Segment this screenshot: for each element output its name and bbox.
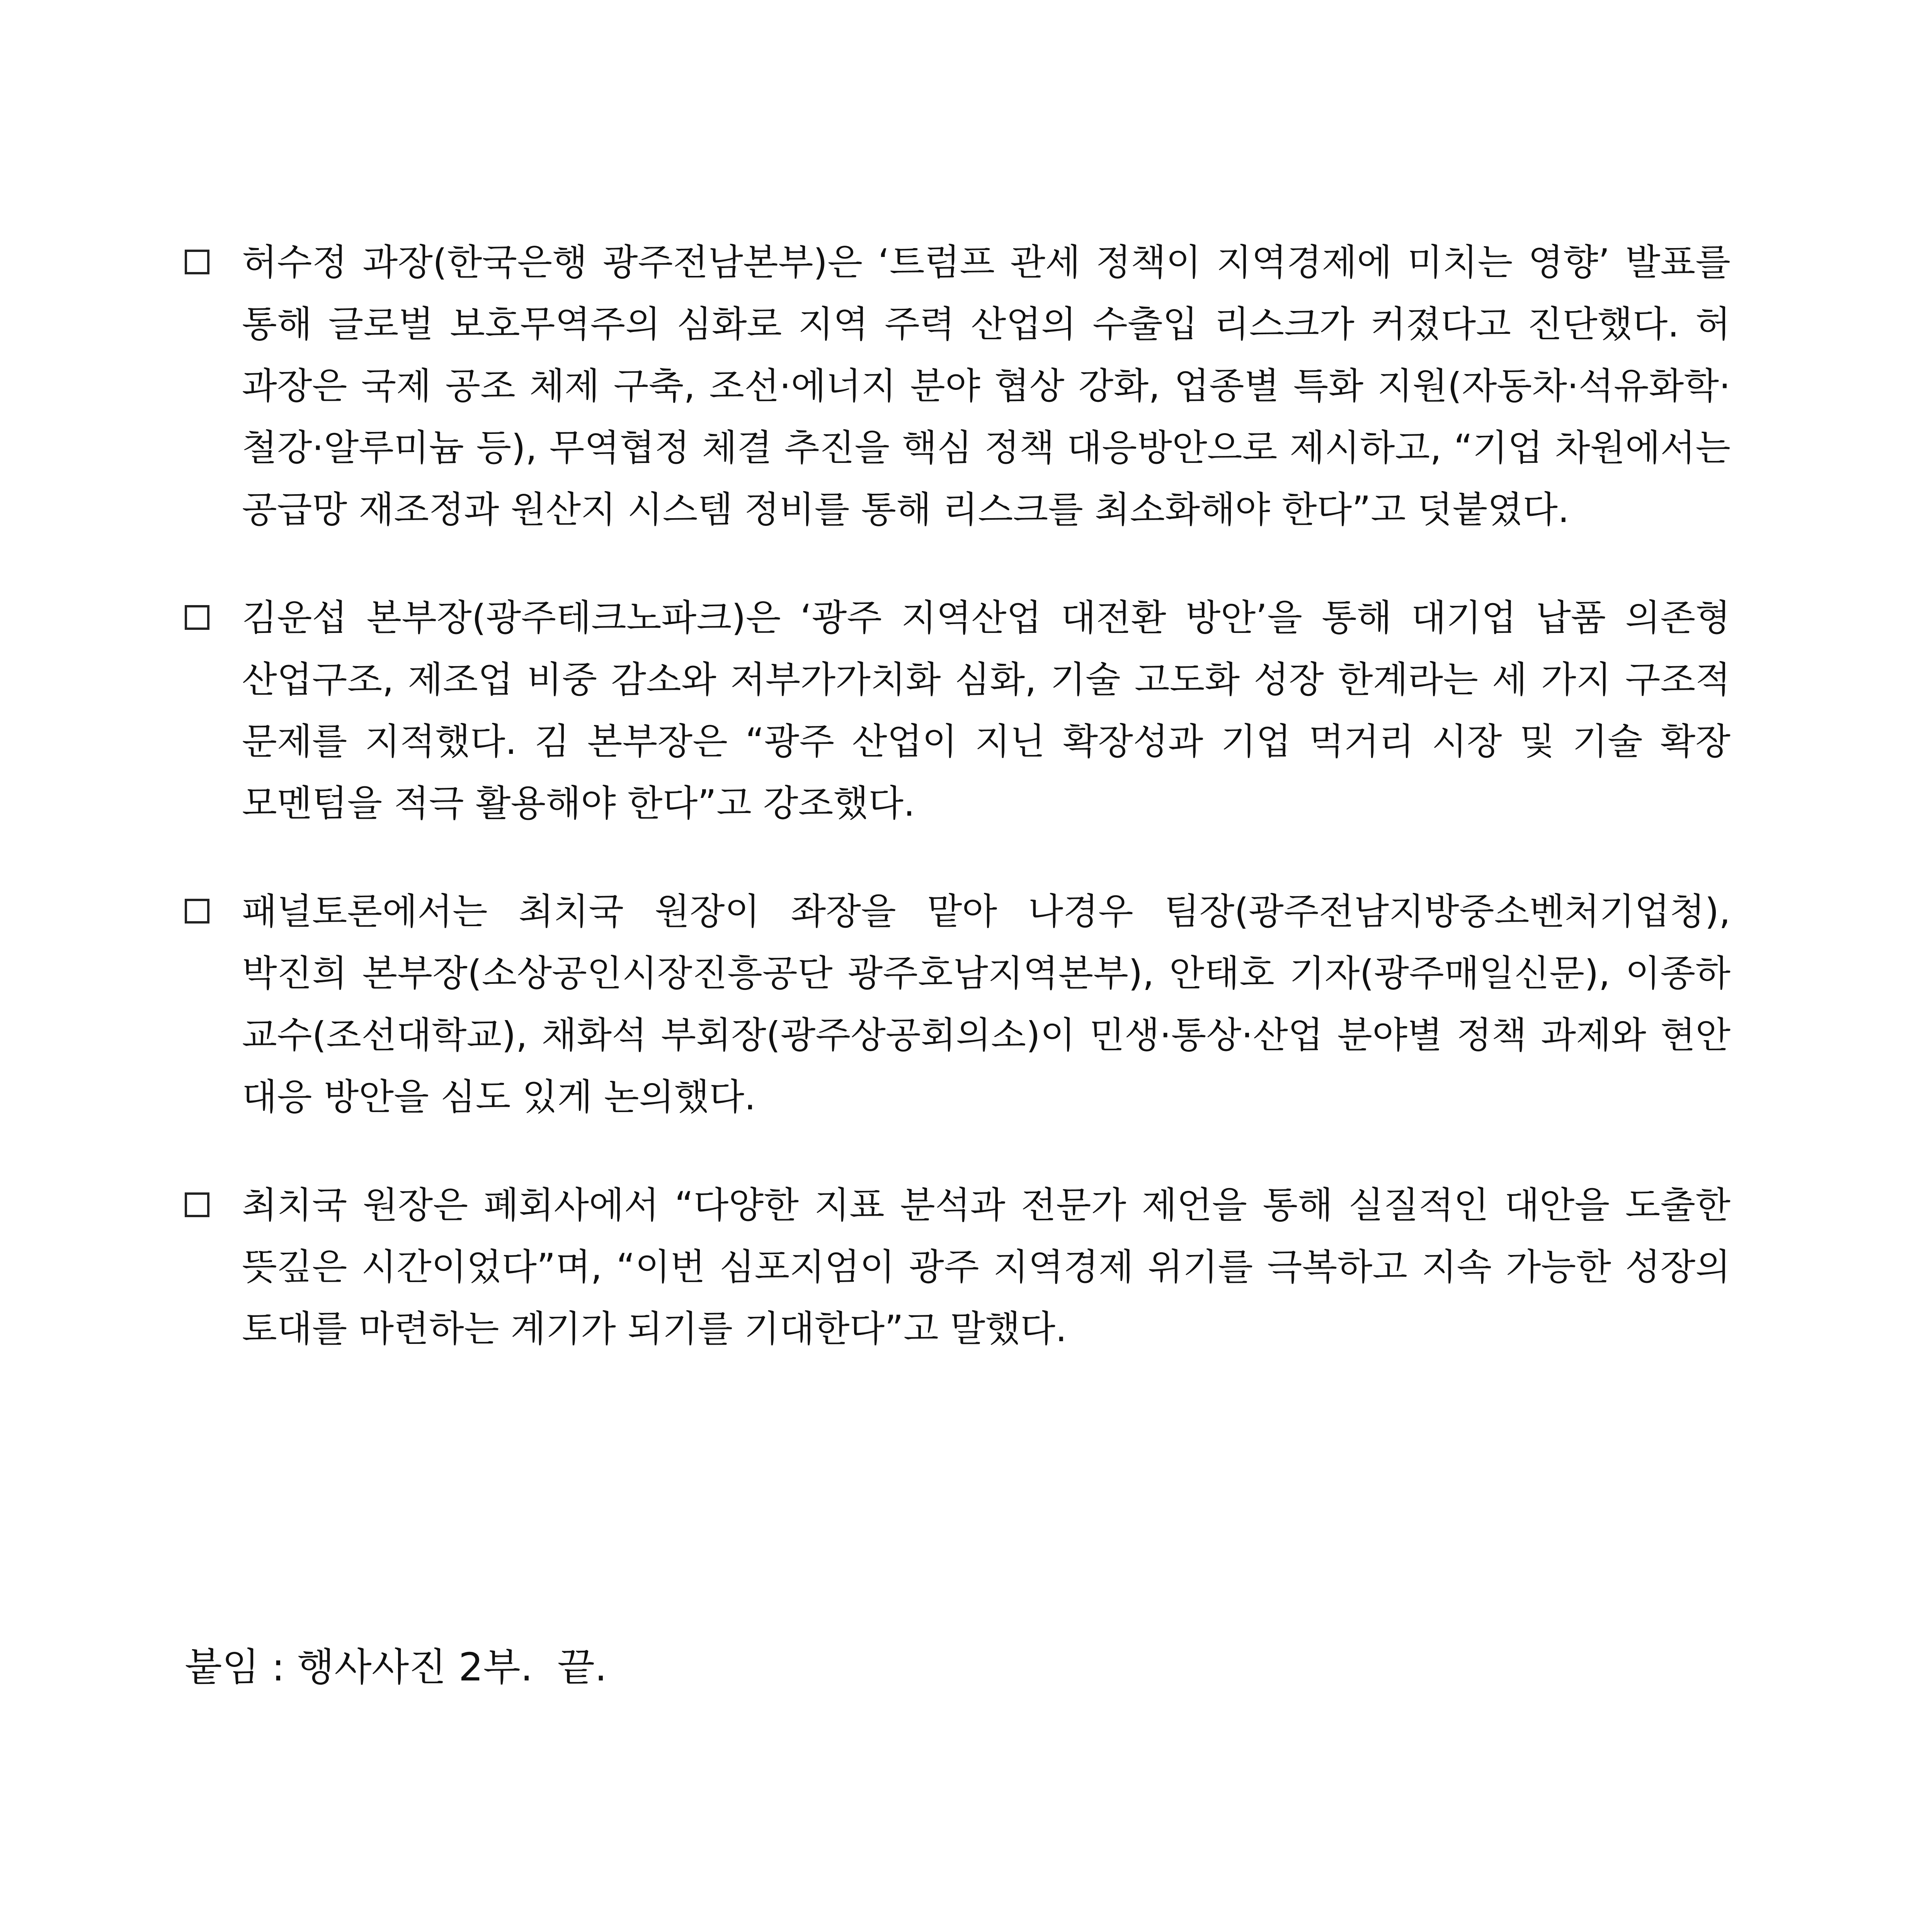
paragraph-text: 김운섭 본부장(광주테크노파크)은 ‘광주 지역산업 대전환 방안’을 통해 대기업 납품 의존형 산업구조, 제조업 비중 감소와 저부가가치화 심화, 기술 고도화 성장 한계라는 세 가지 구조적 문제를 지적했다. 김 본부장은 “광주 산업이 지닌 확장성과 기업 먹거리 시장 및 기술 확장 모멘텀을 적극 활용해야 한다”고 강조했다. [242, 597, 1731, 825]
checkbox-bullet-icon [185, 899, 209, 923]
paragraph-gwangju-industry-transition [185, 587, 1731, 835]
paragraph-text: 패널토론에서는 최치국 원장이 좌장을 맡아 나경우 팀장(광주전남지방중소벤처기업청), 박진희 본부장(소상공인시장진흥공단 광주호남지역본부), 안태호 기자(광주매일신문), 이종하 교수(조선대학교), 채화석 부회장(광주상공회의소)이 민생·통상·산업 분야별 정책 과제와 현안 대응 방안을 심도 있게 논의했다. [242, 891, 1731, 1118]
checkbox-bullet-icon [185, 1192, 209, 1217]
attachment-note: 붙임 : 행사사진 2부. 끝. [185, 1645, 607, 1690]
paragraph-text: 최치국 원장은 폐회사에서 “다양한 지표 분석과 전문가 제언을 통해 실질적인 대안을 도출한 뜻깊은 시간이었다”며, “이번 심포지엄이 광주 지역경제 위기를 극복하고 지속 가능한 성장의 토대를 마련하는 계기가 되기를 기대한다”고 말했다. [242, 1184, 1731, 1350]
checkbox-bullet-icon [185, 605, 209, 630]
paragraph-text: 허수정 과장(한국은행 광주전남본부)은 ‘트럼프 관세 정책이 지역경제에 미치는 영향’ 발표를 통해 글로벌 보호무역주의 심화로 지역 주력 산업의 수출입 리스크가 커졌다고 진단했다. 허 과장은 국제 공조 체제 구축, 조선·에너지 분야 협상 강화, 업종별 특화 지원(자동차·석유화학·철강·알루미늄 등), 무역협정 체결 추진을 핵심 정책 대응방안으로 제시하고, “기업 차원에서는 공급망 재조정과 원산지 시스템 정비를 통해 리스크를 최소화해야 한다”고 덧붙였다. [242, 242, 1731, 531]
paragraph-closing-remarks [185, 1175, 1731, 1360]
paragraph-panel-discussion [185, 881, 1731, 1128]
paragraph-trump-tariff-presentation [185, 232, 1731, 541]
document-body [185, 232, 1731, 1406]
checkbox-bullet-icon [185, 250, 209, 274]
